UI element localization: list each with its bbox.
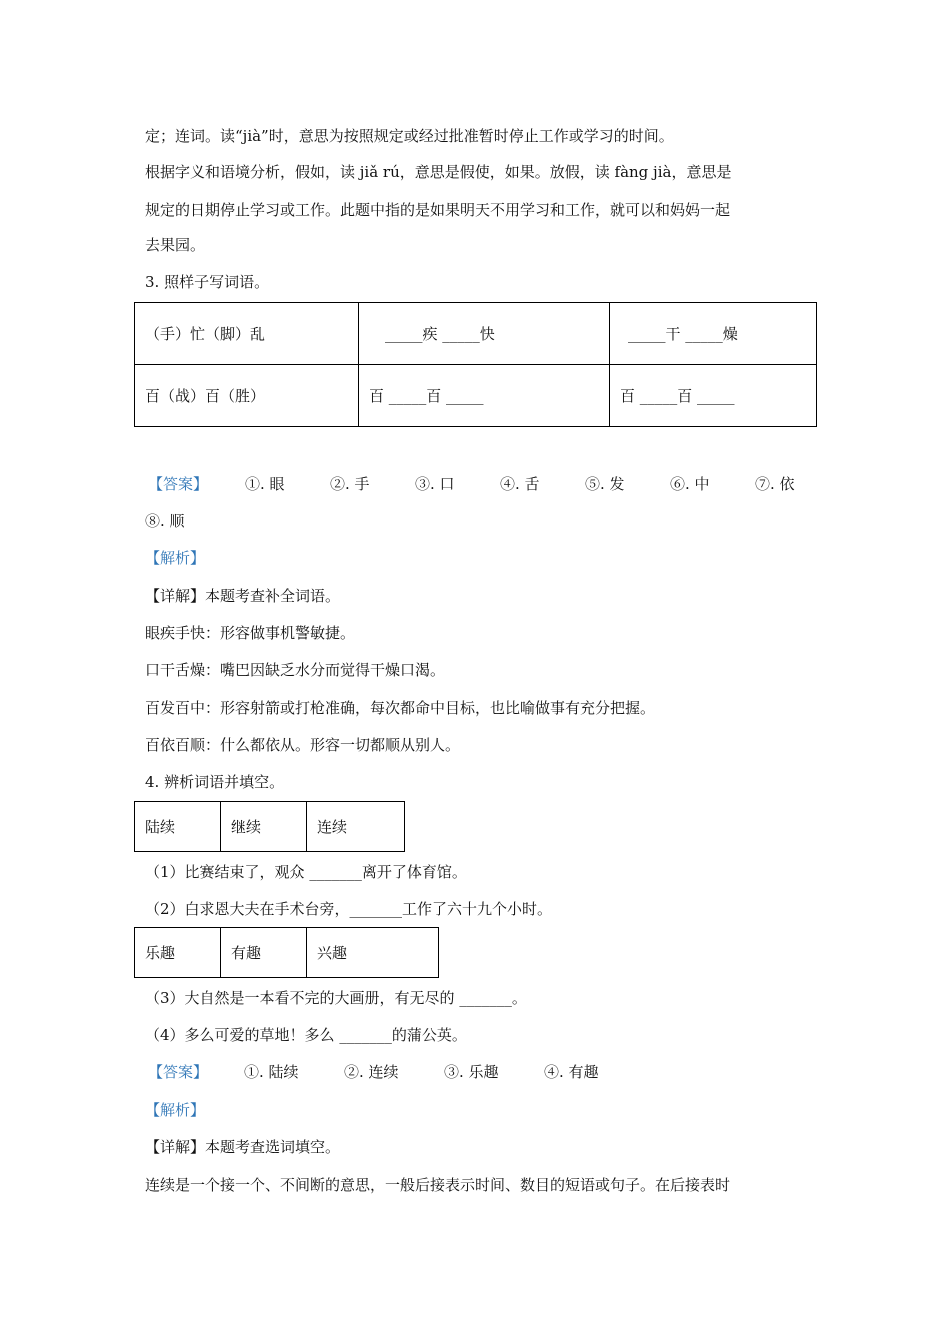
text-line: 百依百顺：什么都依从。形容一切都顺从别人。 (145, 736, 461, 754)
answer-item: ⑦. 依 (755, 475, 795, 493)
answer-item: ②. 手 (330, 475, 370, 493)
table-cell: 继续 (221, 802, 307, 852)
answer-item: ②. 连续 (344, 1063, 399, 1081)
table-cell: 陆续 (135, 802, 221, 852)
answer-item: ⑥. 中 (670, 475, 710, 493)
text-line: 根据字义和语境分析，假如，读 jiǎ rú，意思是假使，如果。放假，读 fàng jià，意思是 (145, 163, 732, 181)
question-3-title: 3. 照样子写词语。 (145, 273, 270, 291)
text-line: 定；连词。读“jià”时，意思为按照规定或经过批准暂时停止工作或学习的时间。 (145, 127, 674, 145)
table-cell: _____干 _____燥 (610, 303, 817, 365)
text-line: 连续是一个接一个、不间断的意思，一般后接表示时间、数目的短语或句子。在后接表时 (145, 1176, 731, 1194)
text-line: 【详解】本题考查选词填空。 (145, 1138, 341, 1156)
answer-item: ⑤. 发 (585, 475, 625, 493)
table-cell: 乐趣 (135, 928, 221, 978)
text-line: （2）白求恩大夫在手术台旁，_______工作了六十九个小时。 (145, 900, 553, 918)
table-cell: _____疾 _____快 (359, 303, 610, 365)
table-cell: 百 _____百 _____ (610, 365, 817, 427)
word-choice-table-2 (134, 927, 439, 978)
table-cell: 有趣 (221, 928, 307, 978)
answer-item: ⑧. 顺 (145, 512, 185, 530)
answer-item: ③. 乐趣 (444, 1063, 499, 1081)
table-cell: （手）忙（脚）乱 (135, 303, 359, 365)
table-cell: 百（战）百（胜） (135, 365, 359, 427)
text-line: （4）多么可爱的草地！多么 _______的蒲公英。 (145, 1026, 467, 1044)
text-line: 口干舌燥：嘴巴因缺乏水分而觉得干燥口渴。 (145, 661, 446, 679)
answer-item: ④. 舌 (500, 475, 540, 493)
text-line: 去果园。 (145, 236, 206, 254)
answer-item: ①. 眼 (245, 475, 285, 493)
answer-item: ③. 口 (415, 475, 455, 493)
table-cell: 百 _____百 _____ (359, 365, 610, 427)
text-line: （1）比赛结束了，观众 _______离开了体育馆。 (145, 863, 467, 881)
analysis-tag: 【解析】 (145, 1101, 206, 1119)
question-4-title: 4. 辨析词语并填空。 (145, 773, 285, 791)
answer-item: ④. 有趣 (544, 1063, 599, 1081)
table-cell: 兴趣 (307, 928, 439, 978)
question-3-table (134, 302, 817, 427)
text-line: 【详解】本题考查补全词语。 (145, 587, 341, 605)
word-choice-table-1 (134, 801, 405, 852)
table-cell: 连续 (307, 802, 405, 852)
answer-item: ①. 陆续 (244, 1063, 299, 1081)
answer-tag: 【答案】 (148, 475, 209, 493)
text-line: 眼疾手快：形容做事机警敏捷。 (145, 624, 356, 642)
text-line: 规定的日期停止学习或工作。此题中指的是如果明天不用学习和工作，就可以和妈妈一起 (145, 201, 731, 219)
analysis-tag: 【解析】 (145, 549, 206, 567)
text-line: 百发百中：形容射箭或打枪准确，每次都命中目标，也比喻做事有充分把握。 (145, 699, 656, 717)
answer-tag: 【答案】 (148, 1063, 209, 1081)
text-line: （3）大自然是一本看不完的大画册，有无尽的 _______。 (145, 989, 527, 1007)
